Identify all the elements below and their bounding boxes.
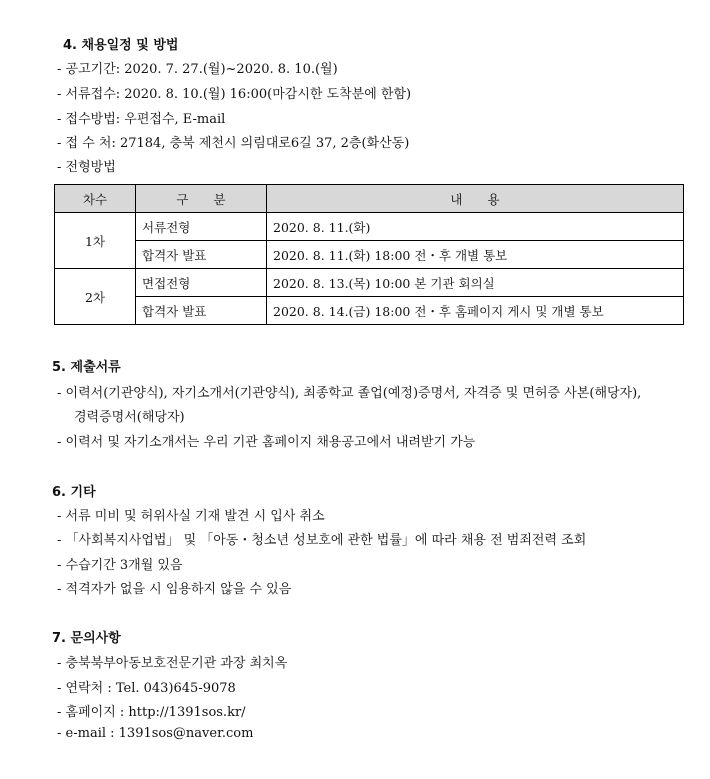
section-6-title: 6. 기타: [52, 485, 96, 500]
text-line: - 접수방법: 우편접수, E-mail: [57, 112, 226, 127]
category-cell: 서류전형: [136, 213, 267, 241]
text-line: - e-mail : 1391sos@naver.com: [57, 726, 254, 741]
text-line: - 수습기간 3개월 있음: [57, 558, 183, 573]
text-line: 경력증명서(해당자): [74, 410, 185, 425]
text-line: - 접 수 처: 27184, 충북 제천시 의림대로6길 37, 2층(화산동): [57, 136, 410, 151]
content-cell: 2020. 8. 11.(화): [267, 213, 684, 241]
section-7-title: 7. 문의사항: [52, 631, 121, 646]
stage-cell: 1차: [55, 213, 136, 269]
text-line: - 충북북부아동보호전문기관 과장 최치옥: [57, 656, 288, 671]
text-line: - 이력서(기관양식), 자기소개서(기관양식), 최종학교 졸업(예정)증명서, 자격증 및 면허증 사본(해당자),: [57, 386, 642, 401]
content-cell: 2020. 8. 14.(금) 18:00 전・후 홈페이지 게시 및 개별 통보: [267, 297, 684, 325]
category-cell: 합격자 발표: [136, 297, 267, 325]
table-row: [55, 213, 684, 241]
table-row: [55, 241, 684, 269]
table-header-row: [55, 185, 684, 213]
category-cell: 합격자 발표: [136, 241, 267, 269]
schedule-table: [54, 184, 684, 325]
section-4-title: 4. 채용일정 및 방법: [63, 38, 179, 53]
section-5-title: 5. 제출서류: [52, 360, 121, 375]
content-cell: 2020. 8. 11.(화) 18:00 전・후 개별 통보: [267, 241, 684, 269]
header-content: 내 용: [267, 185, 684, 213]
header-category: 구 분: [136, 185, 267, 213]
text-line: - 서류접수: 2020. 8. 10.(월) 16:00(마감시한 도착분에 한함): [57, 87, 412, 102]
header-stage: 차수: [55, 185, 136, 213]
text-line: - 이력서 및 자기소개서는 우리 기관 홈페이지 채용공고에서 내려받기 가능: [57, 435, 476, 450]
text-line: - 적격자가 없을 시 임용하지 않을 수 있음: [57, 582, 292, 597]
content-cell: 2020. 8. 13.(목) 10:00 본 기관 회의실: [267, 269, 684, 297]
text-line: - 홈페이지 : http://1391sos.kr/: [57, 705, 246, 720]
text-line: - 서류 미비 및 허위사실 기재 발견 시 입사 취소: [57, 509, 325, 524]
table-row: [55, 269, 684, 297]
stage-cell: 2차: [55, 269, 136, 325]
text-line: - 공고기간: 2020. 7. 27.(월)~2020. 8. 10.(월): [57, 62, 338, 77]
text-line: - 전형방법: [57, 160, 116, 175]
category-cell: 면접전형: [136, 269, 267, 297]
text-line: - 연락처 : Tel. 043)645-9078: [57, 681, 236, 696]
table-row: [55, 297, 684, 325]
text-line: - 「사회복지사업법」 및 「아동・청소년 성보호에 관한 법률」에 따라 채용 전 범죄전력 조회: [57, 533, 587, 548]
